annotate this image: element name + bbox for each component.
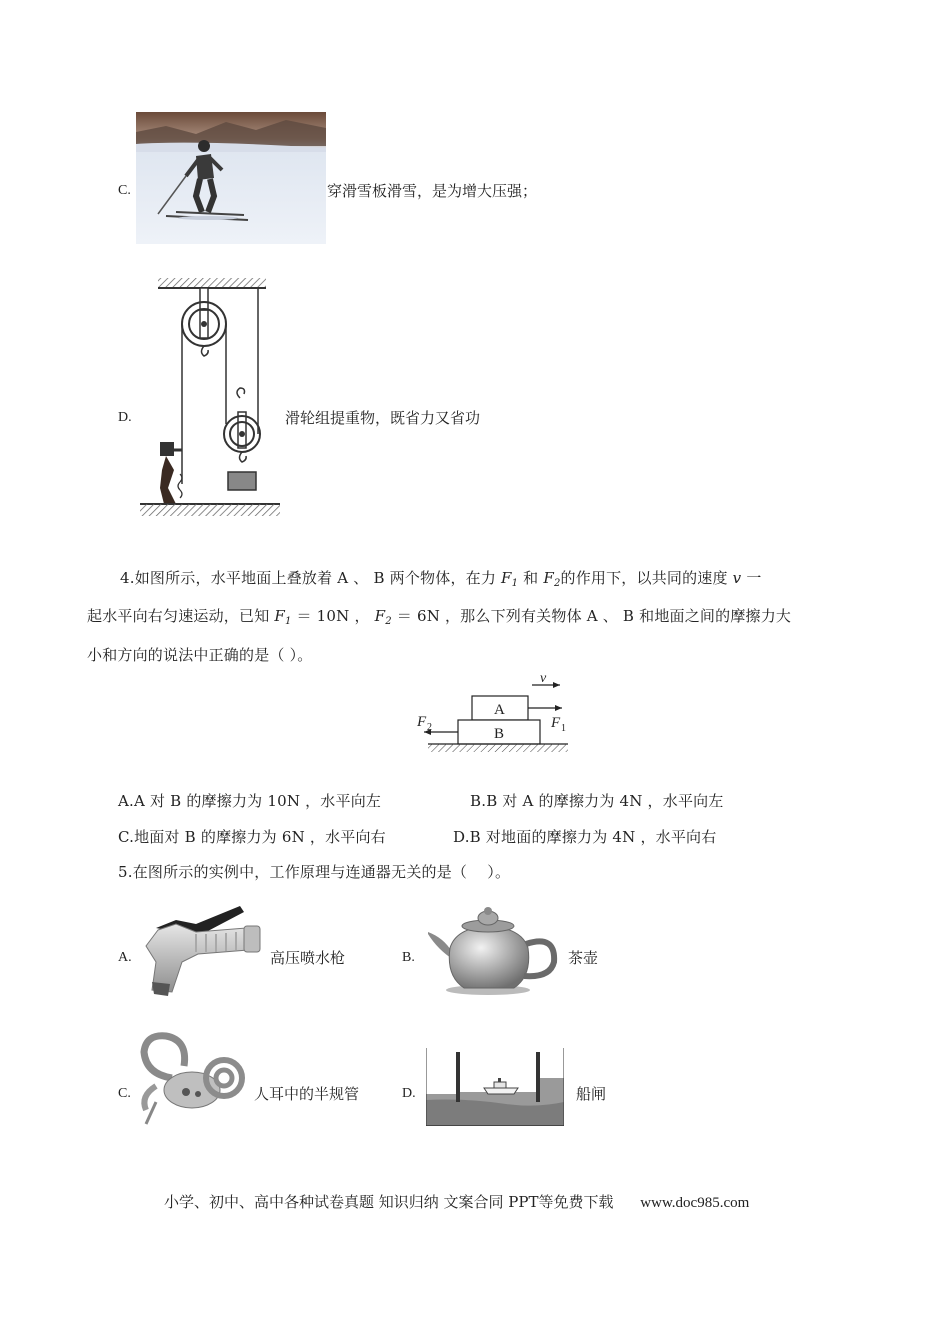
blocks-figure	[414, 670, 584, 758]
ship-lock-image	[426, 1048, 564, 1126]
q4-line-1	[120, 568, 762, 594]
v-label: v	[540, 671, 547, 686]
water-gun-image	[136, 902, 266, 1000]
f2-label: F	[417, 714, 427, 730]
pulley-diagram	[136, 274, 286, 522]
option-d-text: 滑轮组提重物，既省力又省功	[285, 409, 481, 427]
f1-label: F	[551, 715, 561, 731]
q4-line-3: 小和方向的说法中正确的是（ ）。	[87, 646, 313, 664]
q5-option-a-letter: A.	[118, 950, 132, 965]
teapot-image	[426, 904, 558, 1000]
f1-label-sub: 1	[561, 723, 566, 734]
block-a-label: A	[494, 702, 505, 718]
q4-line-2	[87, 606, 791, 632]
footer-url[interactable]: www.doc985.com	[640, 1195, 750, 1211]
q4-option-a: A.A 对 B 的摩擦力为 10N ，水平向左	[118, 792, 382, 810]
f-symbol: F	[543, 569, 554, 587]
block-b-label: B	[494, 726, 505, 742]
and-word: 和	[523, 569, 539, 587]
q4-option-c: C.地面对 B 的摩擦力为 6N ，水平向右	[118, 828, 386, 846]
option-c-text: 穿滑雪板滑雪，是为增大压强；	[327, 182, 538, 200]
q5-option-b-letter: B.	[402, 950, 415, 965]
f2-subscript: 2	[385, 616, 392, 627]
skier-image	[136, 112, 326, 244]
q4-option-b: B.B 对 A 的摩擦力为 4N ，水平向左	[470, 792, 724, 810]
q4-eq2: ＝ 6N ，那么下列有关物体 A 、 B 和地面之间的摩擦力大	[396, 607, 792, 625]
q5-option-c-letter: C.	[118, 1086, 131, 1101]
footer	[164, 1191, 749, 1212]
f-symbol: F	[374, 607, 386, 625]
footer-text: 小学、初中、高中各种试卷真题 知识归纳 文案合同 PPT等免费下载	[164, 1193, 614, 1211]
q5-option-d-letter: D.	[402, 1086, 416, 1101]
f-symbol: F	[274, 607, 285, 625]
f1-subscript: 1	[284, 616, 292, 627]
v-symbol: v	[732, 569, 742, 587]
q5-option-d-text: 船闸	[576, 1085, 607, 1103]
q5-option-c-text: 人耳中的半规管	[254, 1085, 360, 1103]
q4-line1-start: 4.如图所示，水平地面上叠放着 A 、 B 两个物体，在力	[120, 569, 497, 587]
q4-line2-start: 起水平向右匀速运动，已知	[87, 607, 270, 625]
q5-option-b-text: 茶壶	[568, 949, 599, 967]
q4-option-d: D.B 对地面的摩擦力为 4N ，水平向右	[453, 828, 717, 846]
option-d-letter: D.	[118, 410, 132, 425]
f-symbol: F	[501, 569, 512, 587]
q4-line1-mid: 的作用下，以共同的速度	[560, 569, 728, 587]
f1-subscript: 1	[511, 578, 519, 589]
q4-eq1: ＝ 10N ，	[296, 607, 370, 625]
f2-label-sub: 2	[427, 722, 432, 733]
q5-option-a-text: 高压喷水枪	[270, 949, 346, 967]
q5-stem: 5.在图所示的实例中，工作原理与连通器无关的是（ ）。	[118, 863, 511, 881]
q4-line1-end: 一	[746, 569, 762, 587]
f2-subscript: 2	[553, 578, 561, 589]
inner-ear-image	[136, 1030, 248, 1128]
option-c-letter: C.	[118, 183, 131, 198]
